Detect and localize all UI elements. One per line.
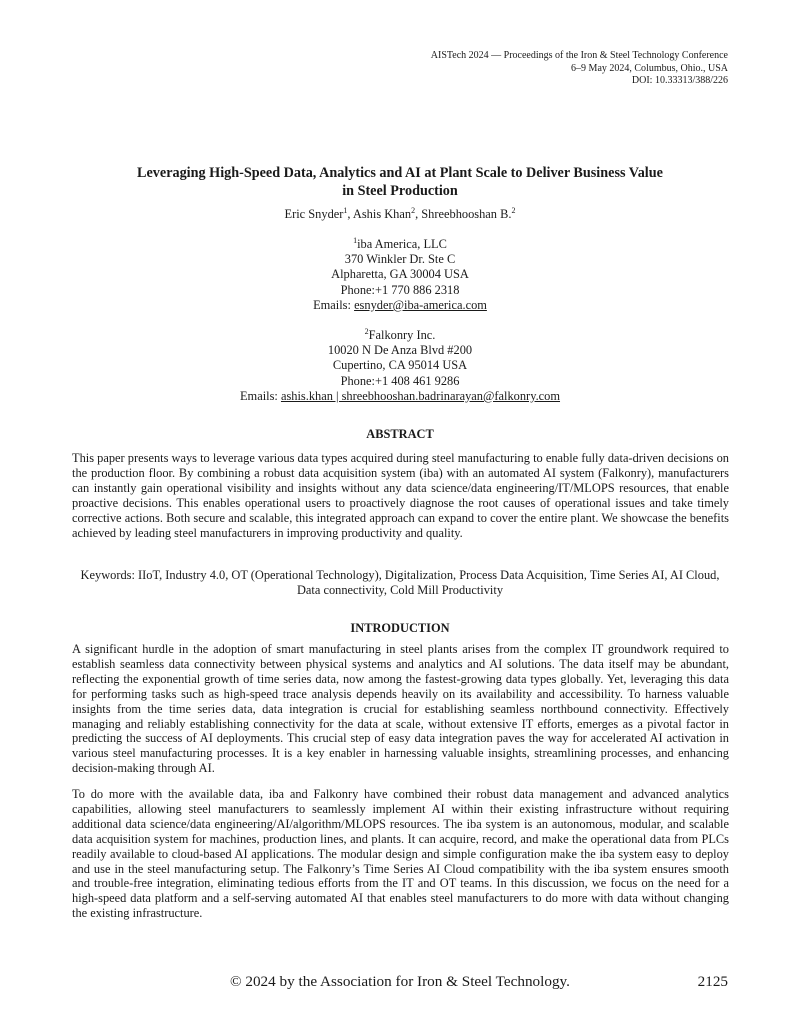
header-line-1: AISTech 2024 — Proceedings of the Iron & Steel Technology Conference [430, 50, 728, 61]
header-line-2: 6–9 May 2024, Columbus, Ohio., USA [571, 62, 728, 74]
author-name: Shreebhooshan B. [421, 207, 512, 221]
emails-label: Emails: [313, 297, 355, 312]
affiliation-mark: 2 [364, 326, 369, 336]
title-line-1: Leveraging High-Speed Data, Analytics and AI at Plant Scale to Deliver Business Value [137, 165, 663, 181]
author-name: Ashis Khan [352, 207, 412, 221]
page-footer [72, 973, 728, 991]
author-name: Eric Snyder [284, 207, 344, 221]
emails-label: Emails: [239, 388, 281, 403]
affiliation-address-line-2: Cupertino, CA 95014 USA [332, 358, 468, 373]
introduction-paragraph-1: A significant hurdle in the adoption of smart manufacturing in steel plants arises from the complex IT groundwork required to establish seamless data connectivity between physical systems and analytics and AI solutions. The data itself may be abundant, reflecting the exponential growth of time series data, now among the fastest-growing data types globally. Yet, leveraging this data for performing tasks such as high-speed trace analysis depends heavily on its availability and accessibility. To harness valuable insights from the time series data, data integration is crucial for establishing seamless northbound connectivity. Effectively managing and reliably establishing connectivity for the data at scale, without extensive IT efforts, emerges as a pivotal factor in predicting the success of AI deployments. This crucial step of easy data integration paves the way for accelerated AI activation in various steel manufacturing processes. It is a key enabler in harnessing valuable insights, streamlining processes, and enhancing decision-making through AI. [72, 642, 729, 776]
header-doi: DOI: 10.33313/388/226 [631, 75, 728, 86]
affiliation-name: Falkonry Inc. [368, 328, 436, 342]
author-affiliation-mark: 1 [343, 205, 348, 215]
conference-header [431, 50, 728, 88]
affiliation-address-line-1: 10020 N De Anza Blvd #200 [327, 343, 473, 358]
abstract-heading: ABSTRACT [366, 427, 434, 441]
author-list [72, 207, 728, 222]
copyright-notice: © 2024 by the Association for Iron & Steel Technology. [230, 973, 570, 990]
affiliation-phone: Phone:+1 770 886 2318 [340, 282, 460, 297]
title-line-2: in Steel Production [342, 183, 458, 199]
affiliation-name: iba America, LLC [357, 237, 447, 251]
page-number: 2125 [697, 973, 728, 990]
email-link[interactable]: esnyder@iba-america.com [354, 297, 487, 312]
affiliation-mark: 1 [353, 235, 358, 245]
email-link[interactable]: ashis.khan | shreebhooshan.badrinarayan@falkonry.com [280, 388, 561, 403]
author-separator: , [415, 207, 422, 221]
affiliation-address-line-1: 370 Winkler Dr. Ste C [344, 252, 456, 267]
affiliation-phone: Phone:+1 408 461 9286 [340, 373, 460, 388]
affiliation-address-line-2: Alpharetta, GA 30004 USA [331, 267, 469, 282]
affiliation-falkonry [72, 328, 728, 404]
author-affiliation-mark: 2 [411, 205, 416, 215]
author-separator: , [347, 207, 353, 221]
author-affiliation-mark: 2 [511, 205, 516, 215]
keywords: Keywords: IIoT, Industry 4.0, OT (Operational Technology), Digitalization, Process Data Acquisition, Time Series AI, AI Cloud, Data connectivity, Cold Mill Productivity [80, 568, 720, 597]
paper-title [72, 164, 728, 200]
abstract-text: This paper presents ways to leverage various data types acquired during steel manufacturing to enable fully data-driven decisions on the production floor. By combining a robust data acquisition system (iba) with an automated AI system (Falkonry), manufacturers can instantly gain operational visibility and insights without any data science/data engineering/IT/MLOPS resources, that enable proactive decisions. This enables operational users to proactively diagnose the root causes of operational issues and take timely corrective actions. Both secure and scalable, this integrated approach can expand to cover the entire plant. We showcase the benefits achieved by leading steel manufacturers in improving productivity and quality. [72, 451, 729, 540]
affiliation-iba [72, 237, 728, 313]
introduction-paragraph-2: To do more with the available data, iba and Falkonry have combined their robust data management and advanced analytics capabilities, allowing steel manufacturers to seamlessly implement AI within their existing infrastructure without requiring additional data science/data engineering/AI/algorithm/MLOPS resources. The iba system is an autonomous, modular, and scalable data acquisition system for machines, production lines, and plants. It can acquire, record, and make the operational data from PLCs readily available to cloud-based AI applications. The modular design and simple configuration make the iba system easy to deploy and use in the steel manufacturing setup. The Falkonry’s Time Series AI Cloud compatibility with the iba system ensures smooth and trouble-free integration, eliminating tedious efforts from the IT and OT teams. In this discussion, we focus on the need for a high-speed data platform and a self-serving automated AI that enables steel manufacturers to do more with data without changing the existing infrastructure. [72, 787, 729, 921]
introduction-heading: INTRODUCTION [350, 621, 450, 635]
